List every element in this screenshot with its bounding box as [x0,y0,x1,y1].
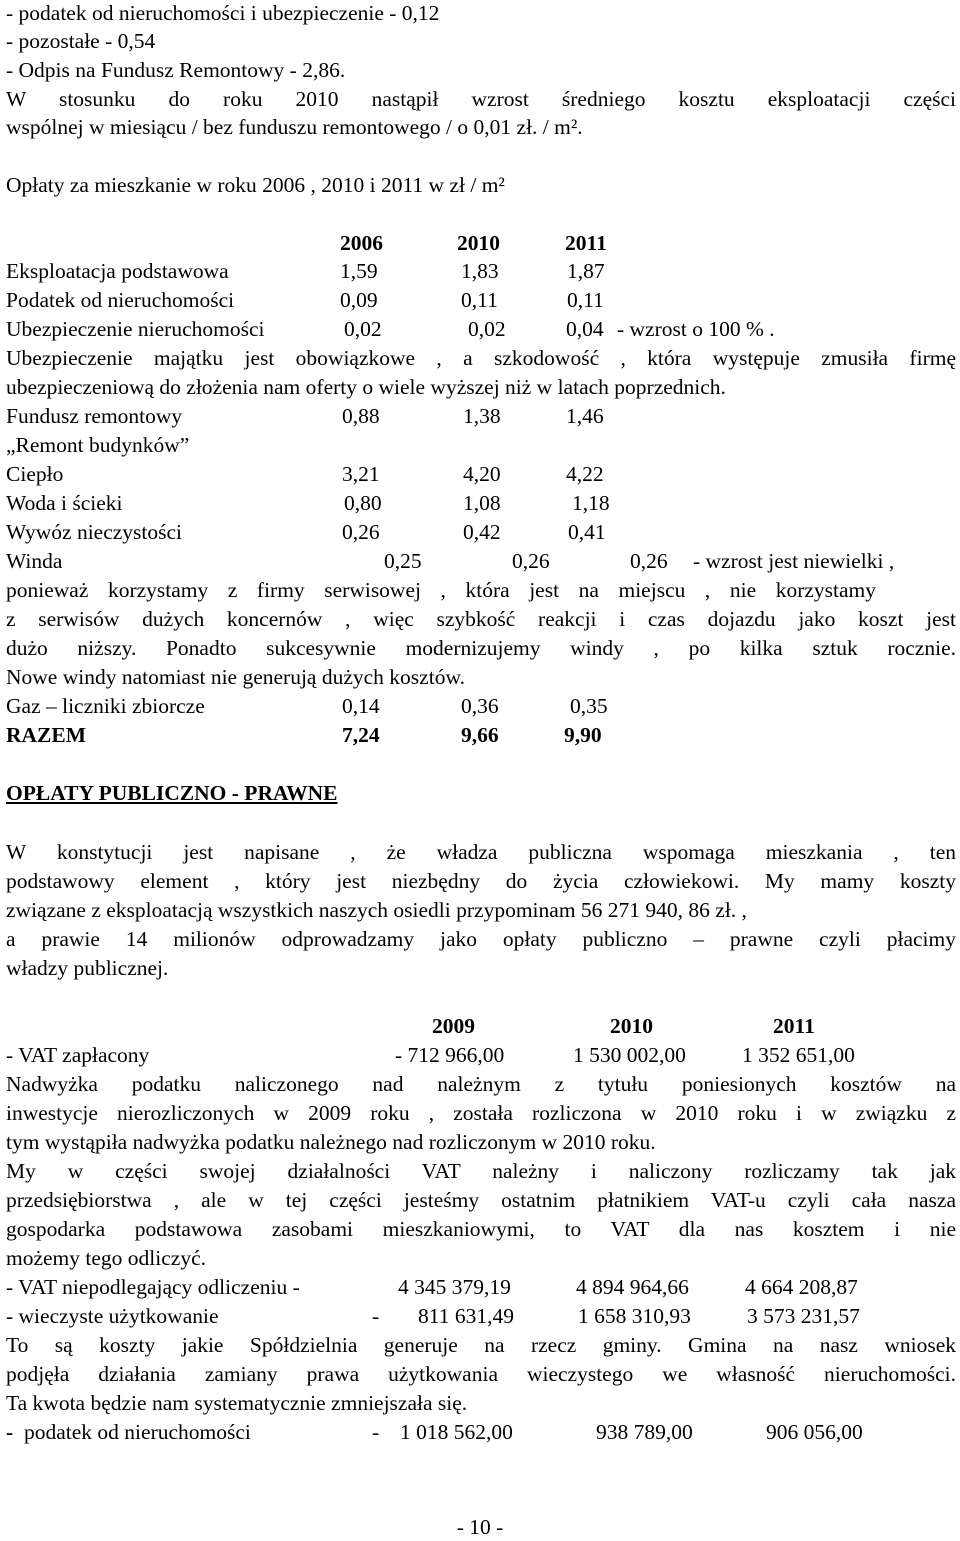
vat-row-label: - wieczyste użytkowanie [6,1304,219,1328]
public-fees-paragraph-line: władzy publicznej. [6,956,169,980]
tax-cell: 1 018 562,00 [400,1420,513,1444]
public-fees-paragraph-line: W konstytucji jest napisane , że władza publiczna wspomaga mieszkania , ten [6,840,956,864]
fees-cell: 0,26 [630,549,668,573]
vat-row-label: - VAT niepodlegający odliczeniu - [6,1275,300,1299]
fees-cell: 1,59 [340,259,378,283]
winda-paragraph-line: z serwisów dużych koncernów , więc szybkość reakcji i czas dojazdu jako koszt jest [6,607,956,631]
fees-row-label: Wywóz nieczystości [6,520,183,544]
fees-cell: 4,20 [463,462,501,486]
fees-row-label: Gaz – liczniki zbiorcze [6,694,205,718]
fees-year-header: 2010 [457,231,500,255]
fees-cell: 0,88 [342,404,380,428]
vat-cell: 1 658 310,93 [578,1304,691,1328]
intro-line: wspólnej w miesiącu / bez funduszu remontowego / o 0,01 zł. / m². [6,115,583,139]
gmina-paragraph-line: To są koszty jakie Spółdzielnia generuje na rzecz gminy. Gmina na nasz wniosek [6,1333,956,1357]
fees-row-label: „Remont budynków” [6,433,190,457]
fees-year-header: 2006 [340,231,383,255]
vat-cell: 4 894 964,66 [576,1275,689,1299]
vat-paragraph-line: My w części swojej działalności VAT należny i naliczony rozliczamy tak jak [6,1159,956,1183]
vat-cell: 1 530 002,00 [573,1043,686,1067]
fees-row-label: Ubezpieczenie nieruchomości [6,317,265,341]
fees-cell: 1,08 [463,491,501,515]
fees-cell: 1,18 [572,491,610,515]
fees-row-label: Woda i ścieki [6,491,123,515]
fees-row-note: - wzrost jest niewielki , [693,549,895,573]
vat-paragraph-line: przedsiębiorstwa , ale w tej części jesteśmy ostatnim płatnikiem VAT-u czyli cała nasza [6,1188,956,1212]
fees-cell: 0,42 [463,520,501,544]
fees-cell: 1,38 [463,404,501,428]
vat-year-header: 2011 [773,1014,815,1038]
fees-cell: 0,36 [461,694,499,718]
fees-cell: 0,26 [512,549,550,573]
vat-cell: 1 352 651,00 [742,1043,855,1067]
tax-row-label: podatek od nieruchomości [24,1420,251,1444]
vat-paragraph-line: gospodarka podstawowa zasobami mieszkaniowymi, to VAT dla nas kosztem i nie [6,1217,956,1241]
vat-cell: - 712 966,00 [395,1043,505,1067]
vat-paragraph-line: tym wystąpiła nadwyżka podatku należnego nad rozliczonym w 2010 roku. [6,1130,656,1154]
fees-cell: 4,22 [566,462,604,486]
public-fees-paragraph-line: podstawowy element , który jest niezbędny do życia człowiekowi. My mamy koszty [6,869,956,893]
tax-row-dash: - [6,1420,14,1444]
fees-cell: 0,35 [570,694,608,718]
public-fees-paragraph-line: związane z eksploatacją wszystkich naszych osiedli przypominam 56 271 940, 86 zł. , [6,898,747,922]
gmina-paragraph-line: Ta kwota będzie nam systematycznie zmniejszała się. [6,1391,468,1415]
insurance-paragraph-line: Ubezpieczenie majątku jest obowiązkowe , a szkodowość , która występuje zmusiła firmę [6,346,956,370]
intro-line: - Odpis na Fundusz Remontowy - 2,86. [6,58,346,82]
intro-line: W stosunku do roku 2010 nastąpił wzrost średniego kosztu eksploatacji części [6,87,956,111]
fees-cell: 0,02 [344,317,382,341]
fees-cell: 0,11 [461,288,498,312]
fees-cell: 0,02 [468,317,506,341]
fees-row-label: Winda [6,549,63,573]
vat-row-dash: - [372,1304,380,1328]
intro-line: - pozostałe - 0,54 [6,29,156,53]
vat-year-header: 2009 [432,1014,475,1038]
section-title: OPŁATY PUBLICZNO - PRAWNE [6,781,338,805]
fees-row-note: - wzrost o 100 % . [617,317,775,341]
tax-row-dash: - [372,1420,380,1444]
vat-year-header: 2010 [610,1014,653,1038]
fees-total-cell: 9,90 [564,723,602,747]
winda-paragraph-line: dużo niższy. Ponadto sukcesywnie modernizujemy windy , po kilka sztuk rocznie. [6,636,956,660]
vat-cell: 811 631,49 [418,1304,514,1328]
insurance-paragraph-line: ubezpieczeniową do złożenia nam oferty o wiele wyższej niż w latach poprzednich. [6,375,726,399]
fees-total-cell: 9,66 [461,723,499,747]
fees-cell: 0,09 [340,288,378,312]
winda-paragraph-line: Nowe windy natomiast nie generują dużych kosztów. [6,665,465,689]
fees-heading: Opłaty za mieszkanie w roku 2006 , 2010 i 2011 w zł / m² [6,173,505,197]
fees-total-cell: 7,24 [342,723,380,747]
fees-cell: 0,25 [384,549,422,573]
vat-row-label: - VAT zapłacony [6,1043,150,1067]
fees-row-label: Podatek od nieruchomości [6,288,235,312]
fees-cell: 1,46 [566,404,604,428]
winda-paragraph-line: ponieważ korzystamy z firmy serwisowej , która jest na miejscu , nie korzystamy [6,578,876,602]
fees-cell: 0,41 [568,520,606,544]
page-number: - 10 - [456,1515,504,1539]
fees-row-label: Eksploatacja podstawowa [6,259,229,283]
fees-cell: 3,21 [342,462,380,486]
vat-cell: 3 573 231,57 [747,1304,860,1328]
fees-row-label: Fundusz remontowy [6,404,183,428]
vat-paragraph-line: Nadwyżka podatku naliczonego nad należnym z tytułu poniesionych kosztów na [6,1072,956,1096]
tax-cell: 906 056,00 [766,1420,863,1444]
gmina-paragraph-line: podjęła działania zamiany prawa użytkowania wieczystego we własność nieruchomości. [6,1362,956,1386]
fees-cell: 0,80 [344,491,382,515]
vat-cell: 4 664 208,87 [745,1275,858,1299]
vat-paragraph-line: możemy tego odliczyć. [6,1246,206,1270]
fees-cell: 1,87 [567,259,605,283]
vat-paragraph-line: inwestycje nierozliczonych w 2009 roku , została rozliczona w 2010 roku i w związku z [6,1101,956,1125]
fees-cell: 0,26 [342,520,380,544]
fees-year-header: 2011 [565,231,607,255]
fees-cell: 0,14 [342,694,380,718]
vat-cell: 4 345 379,19 [398,1275,511,1299]
fees-row-label: Ciepło [6,462,64,486]
public-fees-paragraph-line: a prawie 14 milionów odprowadzamy jako opłaty publiczno – prawne czyli płacimy [6,927,956,951]
tax-cell: 938 789,00 [596,1420,693,1444]
intro-line: - podatek od nieruchomości i ubezpieczenie - 0,12 [6,1,440,25]
fees-cell: 0,04 [566,317,604,341]
fees-cell: 0,11 [567,288,604,312]
fees-cell: 1,83 [461,259,499,283]
fees-total-label: RAZEM [6,723,87,747]
